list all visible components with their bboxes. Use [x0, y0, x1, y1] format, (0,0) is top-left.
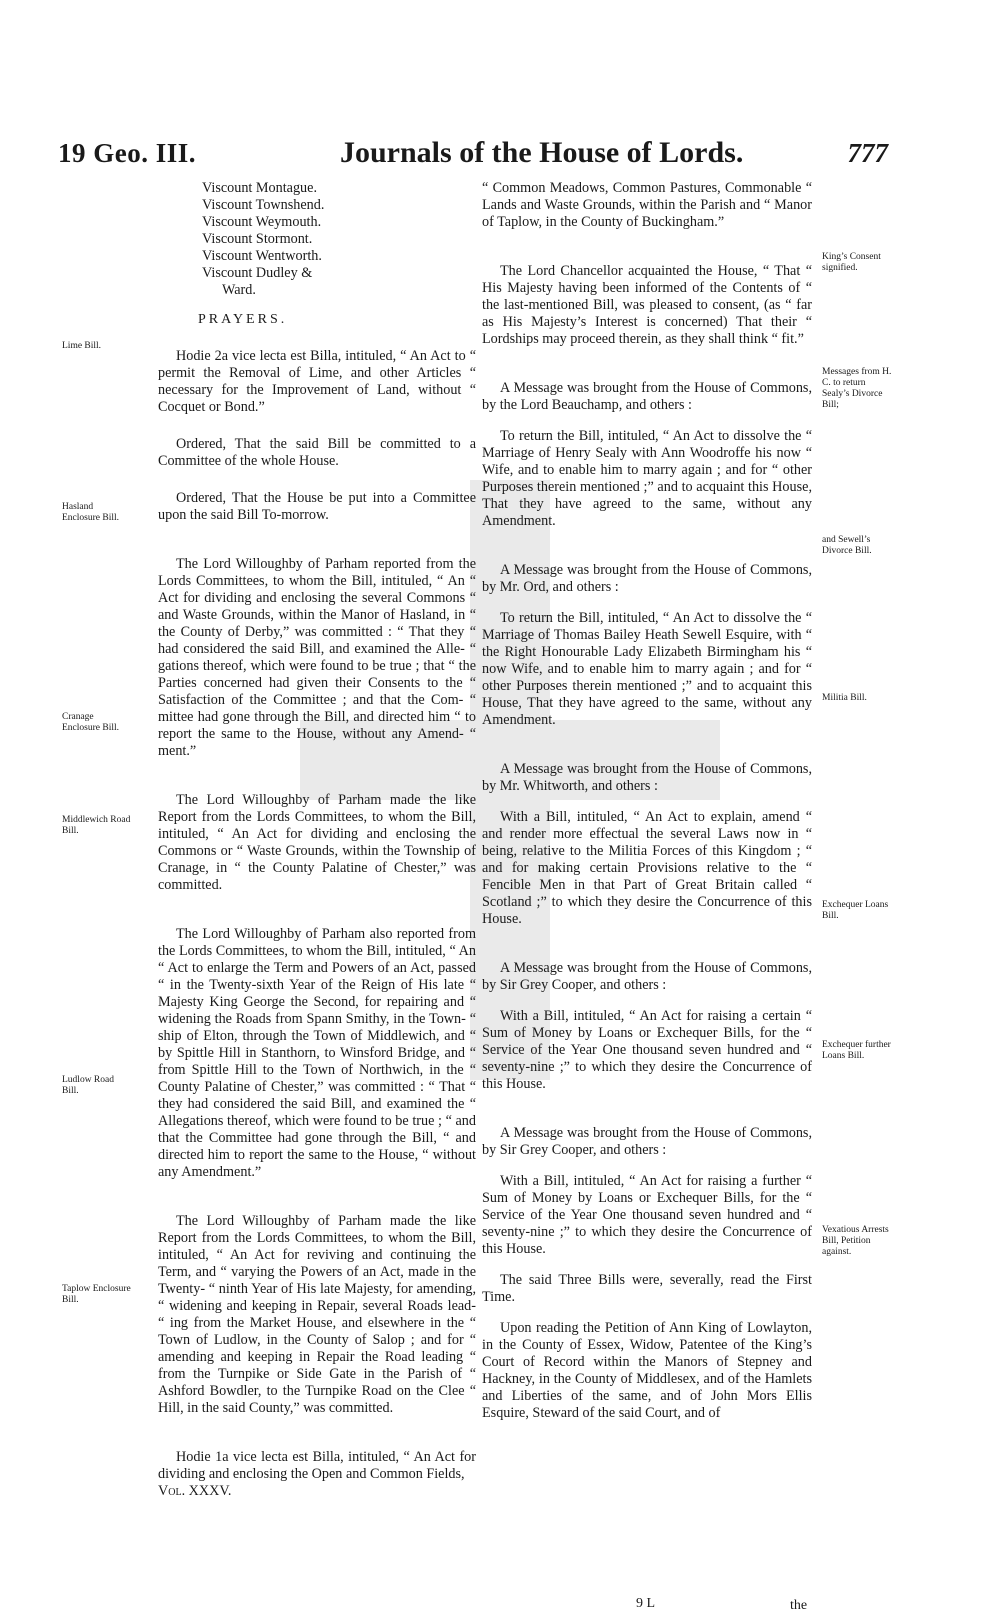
margin-note-lime: Lime Bill.: [62, 341, 102, 351]
margin-note-taplow: Taplow Enclosure Bill.: [62, 1284, 131, 1305]
exchequer-loans-text: With a Bill, intituled, “ An Act for raising a certain “ Sum of Money by Loans or Exchequer Bills, for the “ Service of the Year One thousand seven hundred and “ seventy-nine ;” to which they desire the Concurrence of this House.: [482, 1008, 812, 1092]
three-bills-read: The said Three Bills were, severally, read the First Time.: [482, 1272, 812, 1305]
message-ord: A Message was brought from the House of Commons, by Mr. Ord, and others :: [482, 562, 812, 595]
taplow-continued: “ Common Meadows, Common Pastures, Commonable “ Lands and Waste Grounds, within the Parish and “ Manor of Taplow, in the County of Buckingham.”: [482, 180, 812, 230]
taplow-reading: Hodie 1a vice lecta est Billa, intituled, “ An Act for dividing and enclosing the Open and Common Fields,: [158, 1449, 476, 1482]
margin-note-sewell: and Sewell’s Divorce Bill.: [822, 535, 872, 556]
order-committed: Ordered, That the said Bill be committed to a Committee of the whole House.: [158, 436, 476, 469]
order-committee-tomorrow: Ordered, That the House be put into a Committee upon the said Bill To-morrow.: [158, 490, 476, 523]
viscount-entry: Viscount Townshend.: [202, 197, 325, 213]
margin-note-middlewich: Middlewich Road Bill.: [62, 815, 131, 836]
page-number: 777: [847, 138, 888, 168]
left-column: [158, 180, 476, 1500]
margin-note-kings-consent: King’s Consent signified.: [822, 252, 881, 273]
prayers-heading: PRAYERS.: [198, 312, 288, 327]
message-whitworth: A Message was brought from the House of Commons, by Mr. Whitworth, and others :: [482, 761, 812, 794]
viscount-entry: Viscount Weymouth.: [202, 214, 322, 230]
margin-note-hasland: Hasland Enclosure Bill.: [62, 502, 119, 523]
signature-mark: 9 L: [636, 1596, 656, 1611]
sealy-divorce-return: To return the Bill, intituled, “ An Act to dissolve the “ Marriage of Henry Sealy with Ann Woodroffe his now “ Wife, and to enable him to marry again ; and for “ other Purposes therein mentioned ;” and to acquaint this House, That they have agreed to the same, without any Amendment.: [482, 428, 812, 529]
middlewich-report: The Lord Willoughby of Parham also reported from the Lords Committees, to whom the Bill, intituled, “ An “ Act to enlarge the Term and Powers of an Act, passed “ in the Twenty-sixth Year of the Reign of His late “ Majesty King George the Second, for repairing and “ widening the Roads from Spann Smithy, in the Town- “ ship of Elton, through the Town of Middlewich, and “ by Spittle Hill in Stanthorn, to Winsford Bridge, and “ from Spittle Hill to the Town of Northwich, in the “ County Palatine of Chester,” was committed : “ That “ they had considered the said Bill, and examined the “ Allegations thereof, which were found to be true ; “ and that the Committee had gone through the Bill, “ and directed him to report the same to the House, “ without any Amendment.”: [158, 926, 476, 1180]
kings-consent-text: The Lord Chancellor acquainted the House, “ That “ His Majesty having been informed of the Contents of “ the last-mentioned Bill, was pleased to consent, (as “ far as His Majesty’s Interest is concerned) That their “ Lordships may proceed therein, as they shall think “ fit.”: [482, 263, 812, 347]
ann-king-petition: Upon reading the Petition of Ann King of Lowlayton, in the County of Essex, Widow, Patentee of the King’s Court of Record within the Manors of Stepney and Hackney, in the County of Middlesex, and of the Hamlets and Liberties of the same, and of John Mors Ellis Esquire, Steward of the said Court, and of: [482, 1320, 812, 1421]
viscount-entry: Viscount Montague.: [202, 180, 317, 196]
viscount-entry: Viscount Wentworth.: [202, 248, 322, 264]
margin-note-militia: Militia Bill.: [822, 693, 867, 703]
hasland-report: The Lord Willoughby of Parham reported from the Lords Committees, to whom the Bill, intituled, “ An “ Act for dividing and enclosing the several Commons “ and Waste Grounds, within the Manor of Hasland, in “ the County of Derby,” was committed : “ That they “ had considered the said Bill, and examined the Alle- “ gations thereof, which were found to be true ; that “ the Parties concerned had given their Consents to the “ Satisfaction of the Committee ; and that the Com- “ mittee had gone through the Bill, and directed him “ to report the same to the House, without any Amend- “ ment.”: [158, 556, 476, 759]
page-header: [58, 132, 888, 182]
message-beauchamp: A Message was brought from the House of Commons, by the Lord Beauchamp, and others :: [482, 380, 812, 413]
cranage-report: The Lord Willoughby of Parham made the like Report from the Lords Committees, to whom the Bill, intituled, “ An Act for dividing and enclosing the Commons or “ Waste Grounds, within the Township of Cranage, in “ the County Palatine of Chester,” was committed.: [158, 792, 476, 893]
margin-note-cranage: Cranage Enclosure Bill.: [62, 712, 119, 733]
margin-note-exchequer: Exchequer Loans Bill.: [822, 900, 889, 921]
regnal-year: 19 Geo. III.: [58, 138, 197, 168]
viscount-entry: Viscount Stormont.: [202, 231, 313, 247]
exchequer-further-text: With a Bill, intituled, “ An Act for raising a further “ Sum of Money by Loans or Exchequer Bills, for the “ Service of the Year One thousand seven hundred and “ seventy-nine ;” to which they desire the Concurrence of this House.: [482, 1173, 812, 1257]
volume-number: Vol. XXXV.: [158, 1483, 232, 1499]
margin-note-ludlow: Ludlow Road Bill.: [62, 1075, 114, 1096]
viscount-entry: Viscount Dudley &: [202, 265, 313, 281]
journal-title: Journals of the House of Lords.: [340, 136, 744, 169]
message-cooper-1: A Message was brought from the House of Commons, by Sir Grey Cooper, and others :: [482, 960, 812, 993]
sewell-divorce-return: To return the Bill, intituled, “ An Act to dissolve the “ Marriage of Thomas Bailey Heath Sewell Esquire, with “ the Right Honourable Lady Elizabeth Birmingham his “ now Wife, and to enable him to marry again ; and for “ other Purposes therein mentioned ;” and to acquaint this House, That they have agreed to the same, without any Amendment.: [482, 610, 812, 728]
lime-bill-reading: Hodie 2a vice lecta est Billa, intituled, “ An Act to “ permit the Removal of Lime, and other Articles “ necessary for the Improvement of Land, without “ Cocquet or Bond.”: [158, 348, 476, 415]
ludlow-report: The Lord Willoughby of Parham made the like Report from the Lords Committees, to whom the Bill, intituled, “ An Act for reviving and continuing the Term, and “ varying the Powers of an Act, made in the Twenty- “ ninth Year of His late Majesty, for amending, “ widening and keeping in Repair, several Roads lead- “ ing from the Market House, and elsewhere in the “ Town of Ludlow, in the County of Salop ; and for “ amending and keeping in Repair the Road leading “ from the Turnpike or Side Gate in the Parish of “ Ashford Bowdler, to the Turnpike Road on the Clee “ Hill, in the said County,” was committed.: [158, 1213, 476, 1416]
margin-note-vexatious: Vexatious Arrests Bill, Petition against.: [822, 1225, 889, 1257]
viscount-entry: Ward.: [222, 282, 256, 298]
margin-note-exchequer-further: Exchequer further Loans Bill.: [822, 1040, 891, 1061]
viscount-list: [158, 180, 476, 299]
margin-note-messages: Messages from H. C. to return Sealy’s Divorce Bill;: [822, 367, 892, 410]
catchword: the: [790, 1598, 808, 1613]
right-column: [482, 180, 812, 1422]
militia-bill-text: With a Bill, intituled, “ An Act to explain, amend “ and render more effectual the several Laws now in “ being, relative to the Militia Forces of this Kingdom ; “ and for making certain Provisions relative to the “ Fencible Men in that Part of Great Britain called “ Scotland ;” to which they desire the Concurrence of this House.: [482, 809, 812, 927]
message-cooper-2: A Message was brought from the House of Commons, by Sir Grey Cooper, and others :: [482, 1125, 812, 1158]
